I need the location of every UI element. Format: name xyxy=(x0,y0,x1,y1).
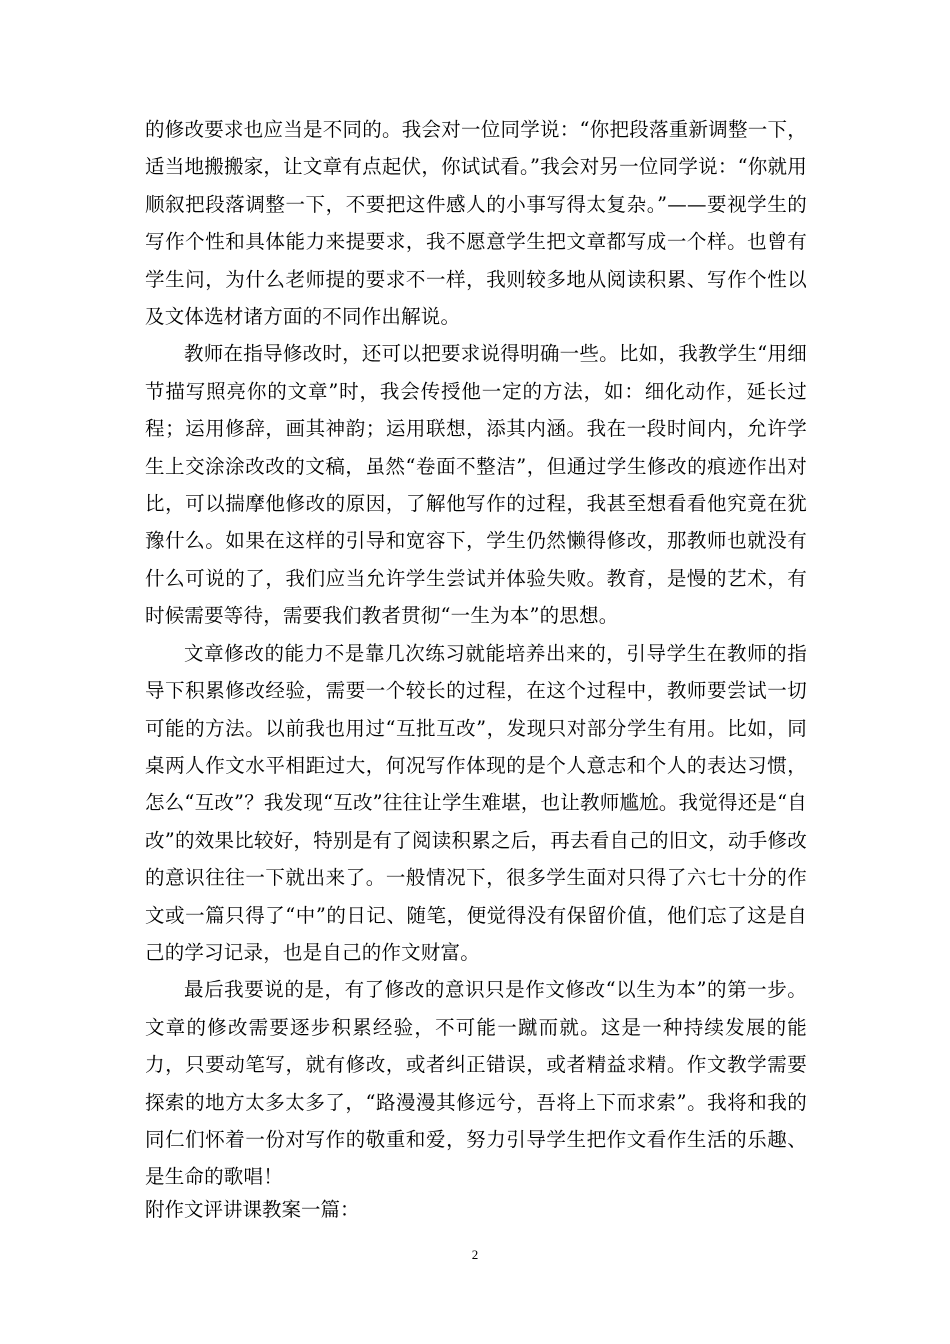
paragraph-1: 的修改要求也应当是不同的。我会对一位同学说：“你把段落重新调整一下，适当地搬搬家，让文章有点起伏，你试试看。”我会对另一位同学说：“你就用顺叙把段落调整一下，不要把这件感人的小事写得太复杂。”——要视学生的写作个性和具体能力来提要求，我不愿意学生把文章都写成一个样。也曾有学生问，为什么老师提的要求不一样，我则较多地从阅读积累、写作个性以及文体选材诸方面的不同作出解说。 xyxy=(145,118,807,329)
paragraph-4: 最后我要说的是，有了修改的意识只是作文修改“以生为本”的第一步。文章的修改需要逐步积累经验，不可能一蹴而就。这是一种持续发展的能力，只要动笔写，就有修改，或者纠正错误，或者精益求精。作文教学需要探索的地方太多太多了，“路漫漫其修远兮，吾将上下而求索”。我将和我的同仁们怀着一份对写作的敬重和爱，努力引导学生把作文看作生活的乐趣、是生命的歌唱！ xyxy=(145,978,807,1189)
page-number: 2 xyxy=(471,1247,479,1262)
paragraph-3: 文章修改的能力不是靠几次练习就能培养出来的，引导学生在教师的指导下积累修改经验，需要一个较长的过程，在这个过程中，教师要尝试一切可能的方法。以前我也用过“互批互改”，发现只对部分学生有用。比如，同桌两人作文水平相距过大，何况写作体现的是个人意志和个人的表达习惯，怎么“互改”？我发现“互改”往往让学生难堪，也让教师尴尬。我觉得还是“自改”的效果比较好，特别是有了阅读积累之后，再去看自己的旧文，动手修改的意识往往一下就出来了。一般情况下，很多学生面对只得了六七十分的作文或一篇只得了“中”的日记、随笔，便觉得没有保留价值，他们忘了这是自己的学习记录，也是自己的作文财富。 xyxy=(145,641,807,964)
body-text xyxy=(145,111,807,1196)
appendix-heading: 附作文评讲课教案一篇： xyxy=(145,1198,360,1221)
paragraph-2: 教师在指导修改时，还可以把要求说得明确一些。比如，我教学生“用细节描写照亮你的文章”时，我会传授他一定的方法，如：细化动作，延长过程；运用修辞，画其神韵；运用联想，添其内涵。我在一段时间内，允许学生上交涂涂改改的文稿，虽然“卷面不整洁”，但通过学生修改的痕迹作出对比，可以揣摩他修改的原因，了解他写作的过程，我甚至想看看他究竟在犹豫什么。如果在这样的引导和宽容下，学生仍然懒得修改，那教师也就没有什么可说的了，我们应当允许学生尝试并体验失败。教育，是慢的艺术，有时候需要等待，需要我们教者贯彻“一生为本”的思想。 xyxy=(145,342,807,628)
